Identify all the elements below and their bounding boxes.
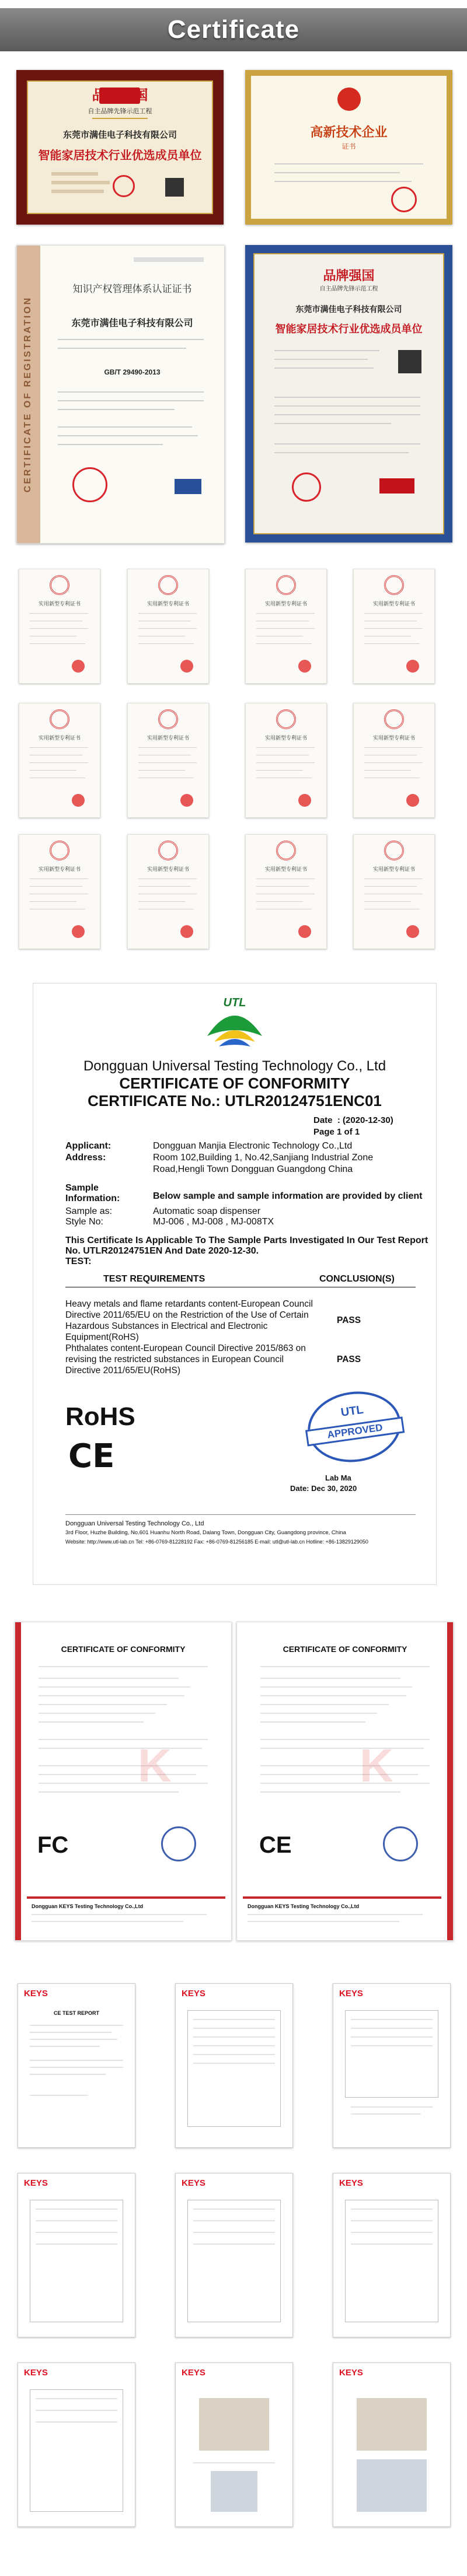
fcc-cert-title: CERTIFICATE OF CONFORMITY (61, 1644, 186, 1654)
ce-cert-title: CERTIFICATE OF CONFORMITY (283, 1644, 407, 1654)
ip-company: 东莞市满佳电子科技有限公司 (71, 318, 193, 328)
brand-logo-text: 品牌强国 (92, 88, 148, 103)
rohs-mark: RoHS (65, 1402, 135, 1431)
keys-seal-icon (161, 1826, 196, 1861)
ip-side-text: CERTIFICATE OF REGISTRATION (23, 296, 33, 493)
fcc-certificate (15, 1622, 232, 1941)
product-photo-icon (199, 2398, 269, 2451)
sign-date: Date: Dec 30, 2020 (290, 1484, 357, 1493)
sample-value: Automatic soap dispenser (153, 1206, 261, 1216)
style-label: Style No: (65, 1217, 103, 1227)
sample-label: Sample as: (65, 1206, 113, 1216)
ce-certificate (236, 1622, 454, 1941)
patent-certificate: 实用新型专利证书 (353, 834, 435, 949)
req1-line2: Directive 2011/65/EU on the Restriction of the Use of Certain (65, 1310, 309, 1320)
utl-logo-text: UTL (223, 996, 246, 1009)
fcc-footer: Dongguan KEYS Testing Technology Co.,Ltd (32, 1903, 144, 1909)
req2-line2: revising the restricted substances in European Council (65, 1354, 284, 1364)
style-value: MJ-006 , MJ-008 , MJ-008TX (153, 1217, 274, 1227)
brand-cert-title: 智能家居技术行业优选成员单位 (38, 149, 202, 162)
req1-line4: Equipment(RoHS) (65, 1332, 139, 1342)
footer-address: 3rd Floor, Huzhe Building, No.601 Huanhu North Road, Dalang Town, Dongguan City, Guangdong province, China (65, 1530, 346, 1536)
patent-certificate: 实用新型专利证书 (127, 569, 209, 684)
ce-mark-2: CE (259, 1832, 292, 1858)
report-page: KEYS (333, 2173, 451, 2337)
red-seal-icon (391, 187, 417, 212)
patent-certificate: 实用新型专利证书 (245, 703, 327, 818)
utl-company: Dongguan Universal Testing Technology Co., Ltd (83, 1058, 386, 1074)
statement-1: This Certificate Is Applicable To The Sample Parts Investigated In Our Test Report (65, 1236, 428, 1245)
product-photo-icon (357, 2398, 427, 2451)
patent-certificate: 实用新型专利证书 (245, 834, 327, 949)
patent-certificate: 实用新型专利证书 (245, 569, 327, 684)
footer-web: Website: http://www.utl-lab.cn Tel: +86-0769-81228192 Fax: +86-0769-81256185 E-mail: utl@utl-lab.cn Hotline: +86-13829129050 (65, 1539, 368, 1545)
report-page: KEYS (175, 2173, 293, 2337)
patent-certificate: 实用新型专利证书 (127, 703, 209, 818)
red-seal-icon (113, 175, 135, 197)
brand-certificate-2 (245, 245, 452, 542)
utl-certificate (33, 983, 437, 1585)
product-photo-icon (357, 2459, 427, 2512)
ip-certificate (16, 245, 225, 544)
req1-line3: Hazardous Substances in Electrical and Electronic (65, 1321, 268, 1331)
keys-watermark: K (138, 1740, 172, 1791)
brand-logo-sub: 自主品牌先锋示范工程 (88, 108, 152, 115)
patent-certificate: 实用新型专利证书 (353, 569, 435, 684)
footer-company: Dongguan Universal Testing Technology Co., Ltd (65, 1520, 204, 1527)
hitech-emblem-icon (337, 88, 361, 111)
brand-company: 东莞市满佳电子科技有限公司 (62, 130, 177, 140)
org-logo-icon (379, 478, 414, 494)
iqms-logo-icon (175, 479, 201, 494)
fcc-mark: FC (37, 1832, 69, 1858)
utl-cert-no: CERTIFICATE No.: UTLR20124751ENC01 (88, 1092, 382, 1110)
qr-code-icon (398, 350, 421, 373)
req1-line1: Heavy metals and flame retardants content-European Council (65, 1299, 313, 1309)
utl-page: Page 1 of 1 (313, 1127, 360, 1137)
address-value-2: Road,Hengli Town Dongguan Guangdong China (153, 1164, 353, 1174)
patent-certificate: 实用新型专利证书 (19, 569, 100, 684)
page-title: Certificate (167, 15, 300, 44)
report-page: KEYS (333, 1983, 451, 2148)
report-page: KEYS CE TEST REPORT (18, 1983, 135, 2148)
ip-standard: GB/T 29490-2013 (104, 368, 161, 376)
lab-text: Lab Ma (325, 1474, 351, 1482)
patent-certificate: 实用新型专利证书 (127, 834, 209, 949)
ce-mark: CE (68, 1437, 115, 1475)
col-conclusion: CONCLUSION(S) (319, 1274, 395, 1284)
hitech-certificate (245, 70, 452, 225)
brand2-company: 东莞市满佳电子科技有限公司 (295, 304, 402, 314)
keys-watermark: K (360, 1740, 393, 1791)
approved-stamp-icon: UTL APPROVED (303, 1385, 405, 1468)
brand-certificate (16, 70, 224, 225)
hitech-title: 高新技术企业 (310, 125, 388, 139)
red-seal-icon (72, 467, 107, 502)
hitech-sub: 证书 (341, 142, 356, 150)
ce-footer: Dongguan KEYS Testing Technology Co.,Ltd (248, 1903, 360, 1909)
ip-cert-title: 知识产权管理体系认证证书 (72, 284, 192, 295)
applicant-label: Applicant: (65, 1141, 111, 1151)
address-value-1: Room 102,Building 1, No.42,Sanjiang Industrial Zone (153, 1153, 374, 1163)
report-page: KEYS (18, 2173, 135, 2337)
sample-info-label-2: Information: (65, 1194, 120, 1203)
brand2-cert-title: 智能家居技术行业优选成员单位 (275, 323, 423, 335)
report-page: KEYS (18, 2362, 135, 2527)
product-photo-icon (211, 2471, 257, 2512)
address-label: Address: (65, 1153, 106, 1163)
sample-info-value: Below sample and sample information are provided by client (153, 1191, 423, 1201)
utl-title: CERTIFICATE OF CONFORMITY (119, 1074, 350, 1092)
red-seal-icon (292, 473, 321, 502)
col-requirements: TEST REQUIREMENTS (103, 1274, 205, 1284)
patent-certificate: 实用新型专利证书 (353, 703, 435, 818)
patent-certificate: 实用新型专利证书 (19, 703, 100, 818)
utl-date: Date : (2020-12-30) (313, 1115, 393, 1125)
req1-result: PASS (337, 1315, 361, 1325)
report-page: KEYS (175, 1983, 293, 2148)
brand2-logo-text: 品牌强国 (323, 268, 375, 283)
report-page: KEYS (175, 2362, 293, 2527)
patent-certificate: 实用新型专利证书 (19, 834, 100, 949)
applicant-value: Dongguan Manjia Electronic Technology Co.,Ltd (153, 1141, 353, 1151)
test-label: TEST: (65, 1256, 92, 1266)
sample-info-label-1: Sample (65, 1183, 99, 1193)
req2-line3: Directive 2011/65/EU(RoHS) (65, 1366, 180, 1376)
brand2-logo-sub: 自主品牌先锋示范工程 (319, 286, 378, 292)
keys-seal-icon (383, 1826, 418, 1861)
req2-line1: Phthalates content-European Council Directive 2015/863 on (65, 1343, 306, 1353)
utl-logo-icon (203, 1001, 267, 1059)
req2-result: PASS (337, 1354, 361, 1364)
statement-2: No. UTLR20124751EN And Date 2020-12-30. (65, 1246, 259, 1256)
report-page: KEYS (333, 2362, 451, 2527)
qr-code-icon (165, 178, 184, 197)
